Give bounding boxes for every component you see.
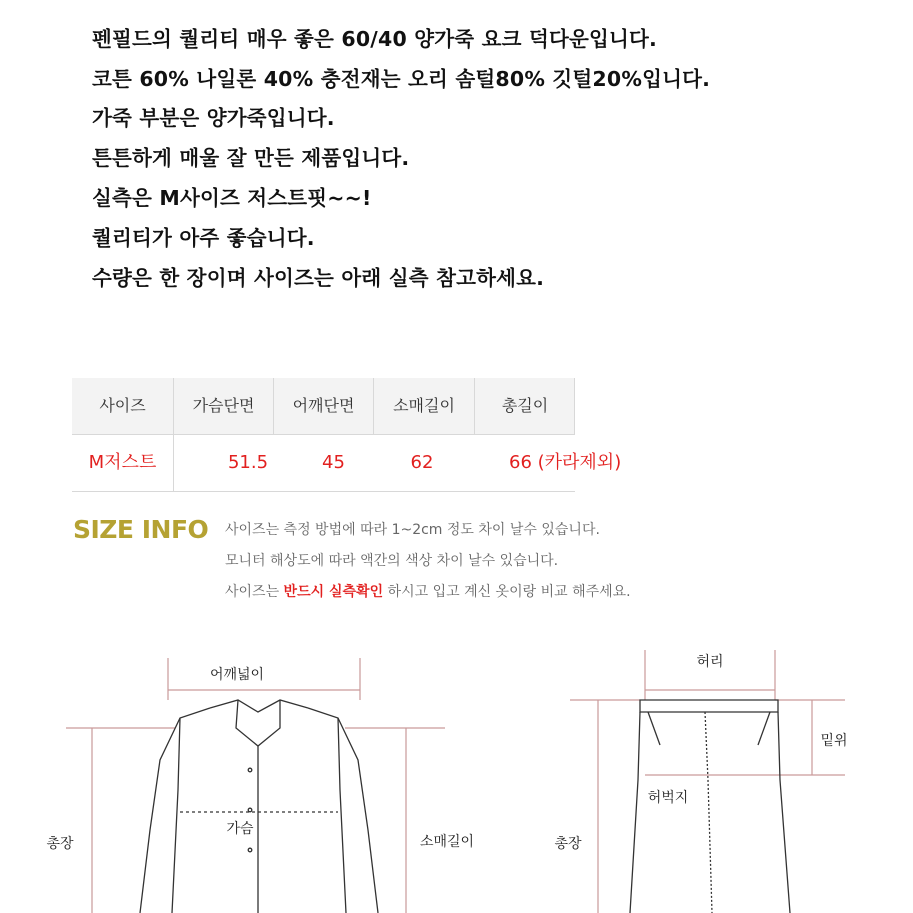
table-divider — [474, 378, 475, 434]
table-divider — [373, 378, 374, 434]
table-cell-sleeve: 62 — [410, 452, 434, 473]
table-cell-length: 66 (카라제외) — [509, 452, 622, 473]
size-info-note — [225, 581, 631, 601]
pants-outline — [630, 700, 790, 913]
description-line: 코튼 60% 나일론 40% 충전재는 오리 솜털80% 깃털20%입니다. — [92, 67, 711, 91]
size-info-note: 모니터 해상도에 따라 액간의 색상 차이 날수 있습니다. — [225, 553, 559, 569]
size-info-title: SIZE INFO — [73, 515, 209, 544]
description-line: 수량은 한 장이며 사이즈는 아래 실측 참고하세요. — [92, 266, 545, 290]
table-divider — [273, 378, 274, 434]
label-sleeve: 소매길이 — [419, 834, 475, 850]
table-divider — [72, 434, 575, 435]
table-cell-size: M저스트 — [88, 452, 157, 473]
label-rise: 밑위 — [820, 733, 848, 749]
table-divider — [574, 378, 575, 434]
table-divider — [173, 378, 174, 492]
size-info-note: 사이즈는 측정 방법에 따라 1~2cm 정도 차이 날수 있습니다. — [225, 522, 600, 538]
description-line: 퀄리티가 아주 좋습니다. — [92, 226, 315, 250]
label-shoulder: 어깨넓이 — [209, 667, 265, 683]
table-header-size: 사이즈 — [72, 378, 173, 434]
note-text: 사이즈는 — [225, 584, 284, 600]
table-cell-shoulder: 45 — [322, 452, 345, 473]
note-text: 하시고 입고 계신 옷이랑 비교 해주세요. — [383, 584, 631, 600]
table-header-length: 총길이 — [475, 378, 575, 434]
table-header-sleeve: 소매길이 — [374, 378, 474, 434]
jacket-outline — [140, 700, 378, 913]
size-table — [72, 378, 622, 492]
description-line: 실측은 M사이즈 저스트핏~~! — [92, 186, 372, 210]
description-line: 펜필드의 퀄리티 매우 좋은 60/40 양가죽 요크 덕다운입니다. — [92, 27, 657, 51]
label-thigh: 허벅지 — [647, 790, 689, 806]
table-header-chest: 가슴단면 — [174, 378, 273, 434]
note-highlight: 반드시 실측확인 — [283, 584, 384, 600]
table-cell-chest: 51.5 — [227, 452, 269, 473]
measurement-diagram — [0, 620, 913, 913]
table-divider — [72, 491, 575, 492]
table-header-shoulder: 어깨단면 — [274, 378, 373, 434]
dimension-lines — [66, 650, 848, 913]
label-waist: 허리 — [696, 654, 724, 670]
description-line: 튼튼하게 매울 잘 만든 제품입니다. — [92, 146, 410, 170]
label-pants-length: 총장 — [554, 836, 582, 852]
label-chest: 가슴 — [226, 821, 254, 837]
description-line: 가죽 부분은 양가죽입니다. — [92, 106, 335, 130]
label-total-length: 총장 — [46, 836, 74, 852]
